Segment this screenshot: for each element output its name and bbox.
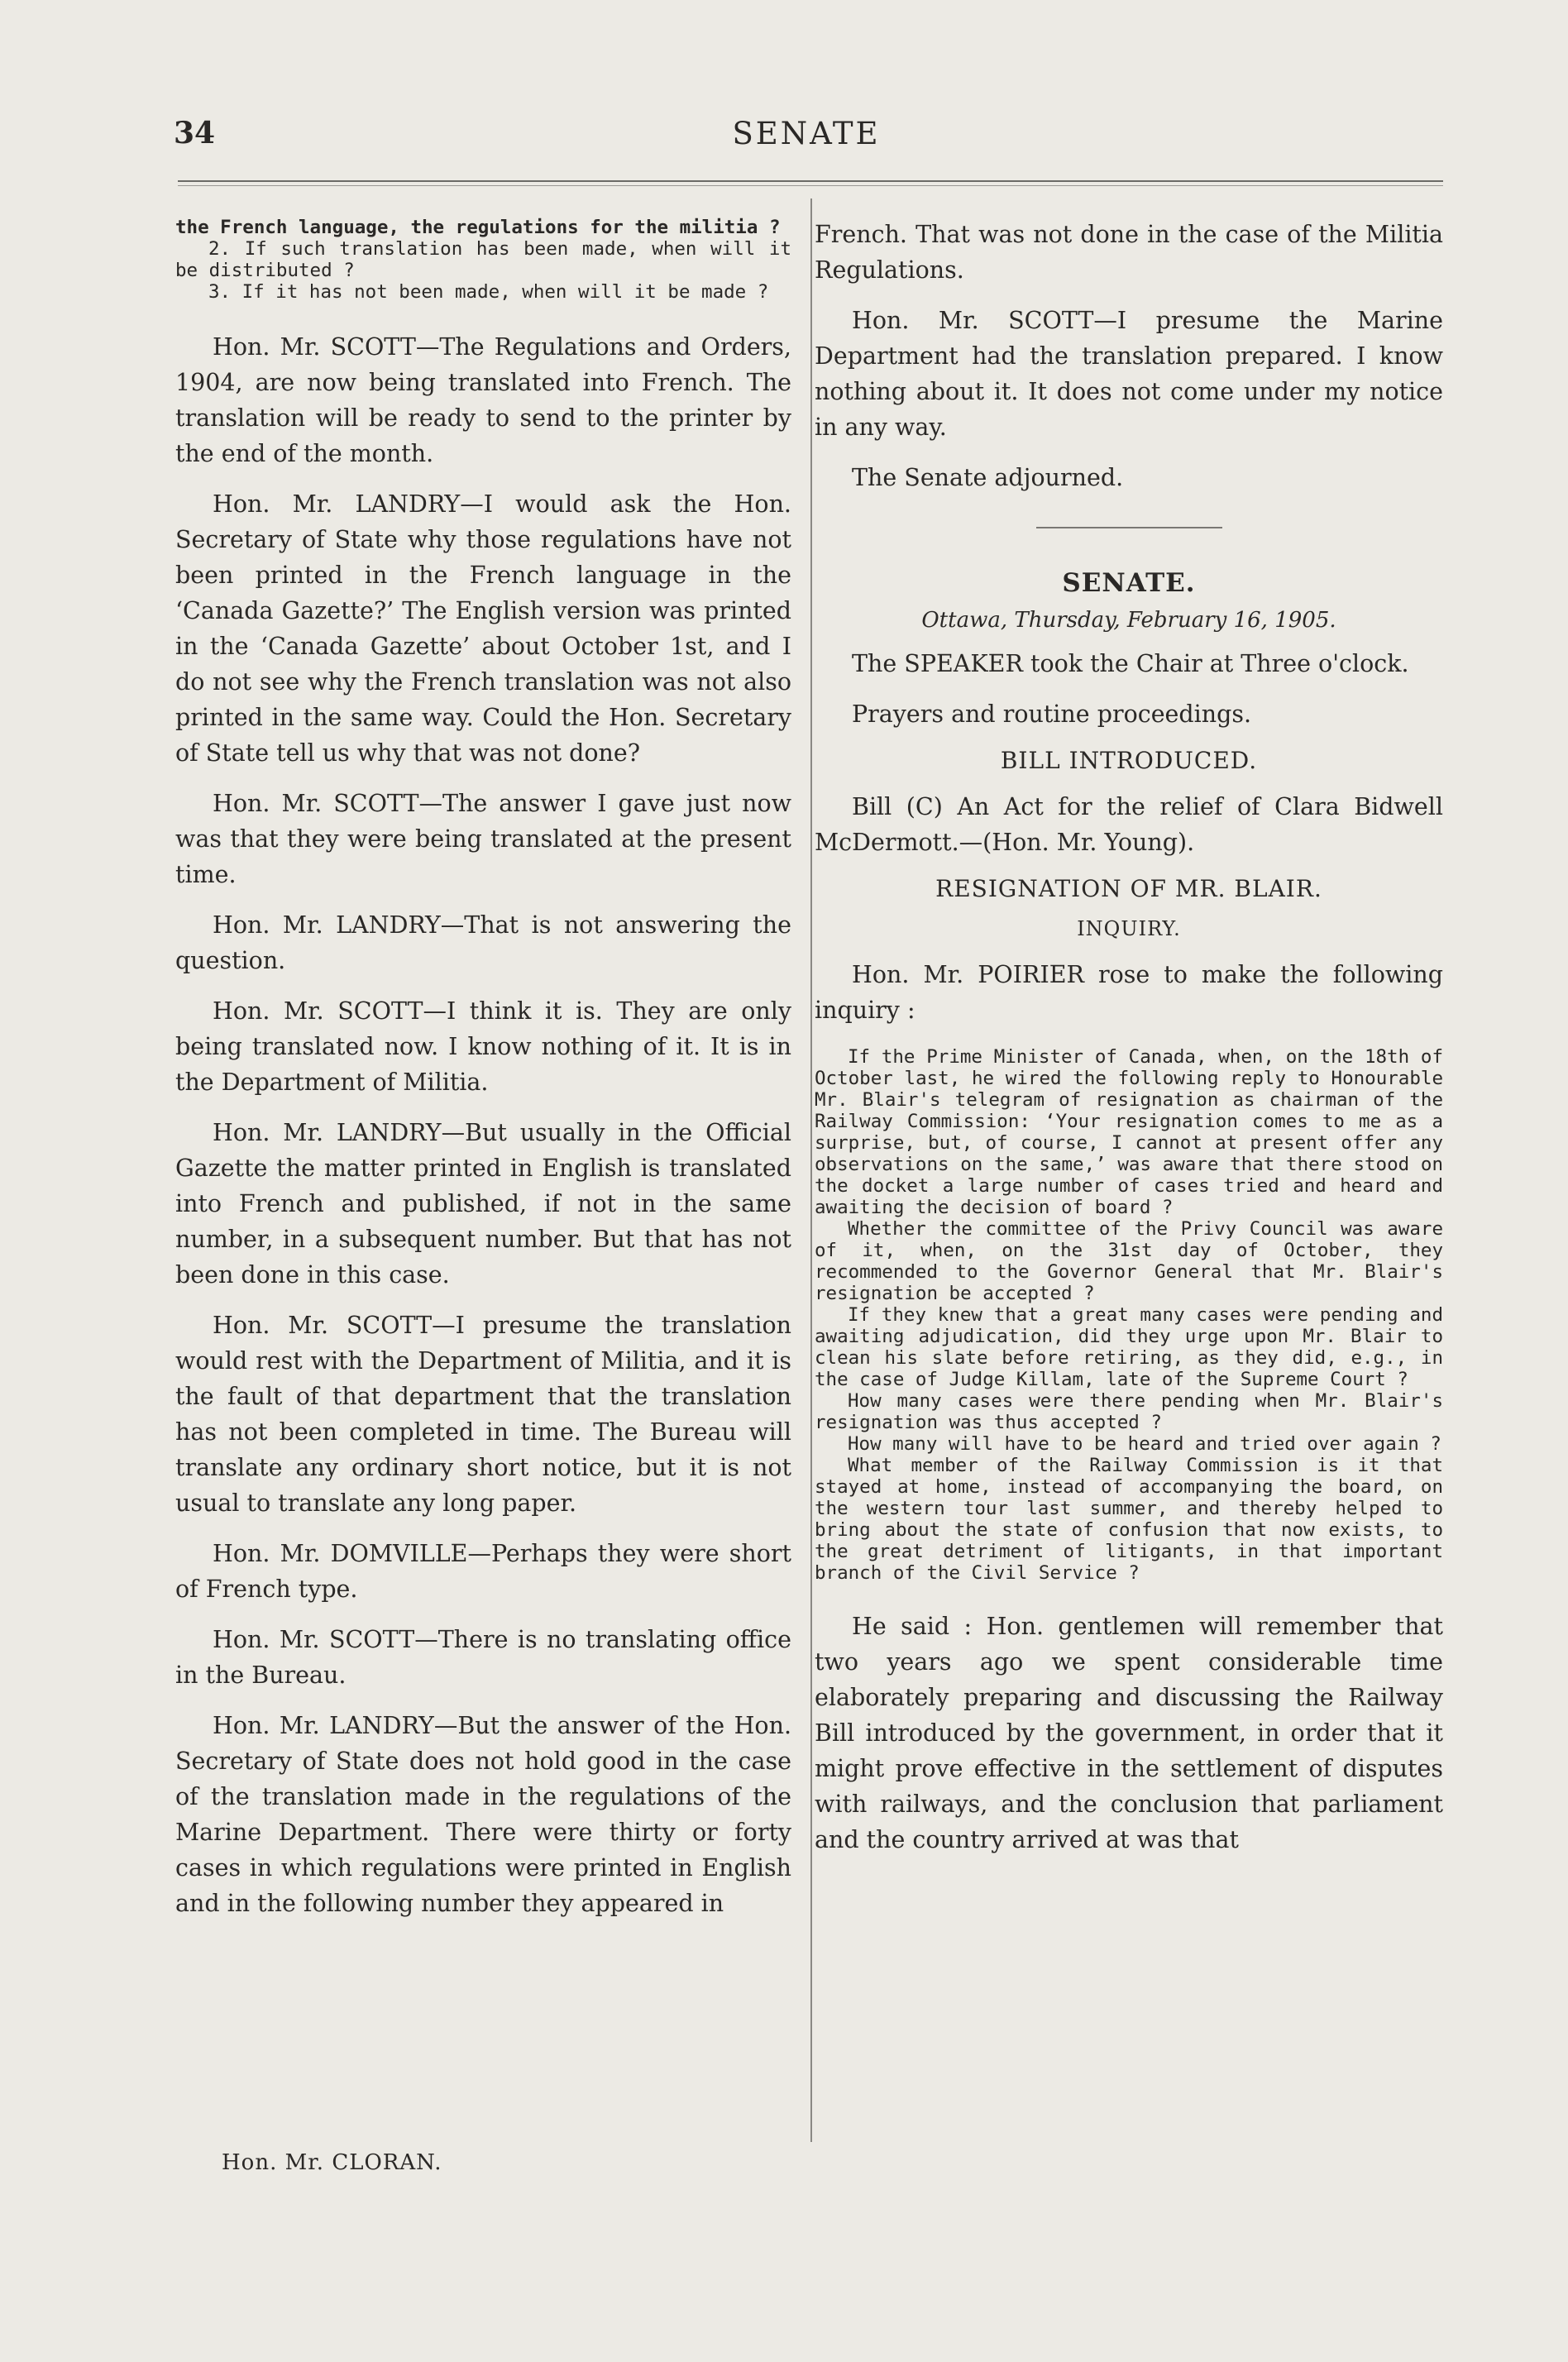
- running-title: SENATE: [732, 116, 881, 151]
- inquiry-item: If the Prime Minister of Canada, when, on the 18th of October last, he wired the following reply to Honourable Mr. Blair's telegram of resignation as chairman of the Railway Commission: ‘Your resignation comes to me as a surprise, but, of course, I cannot at present offer any observations on the same,’ was aware that there stood on the docket a large number of cases tried and heard and awaiting the decision of board ?: [815, 1046, 1443, 1218]
- dateline: Ottawa, Thursday, February 16, 1905.: [921, 608, 1336, 633]
- section-heading-senate: SENATE.: [1062, 568, 1196, 598]
- question-continuation: [175, 217, 791, 303]
- question-line: the French language, the regulations for the militia ?: [175, 217, 781, 238]
- speech-paragraph: Hon. Mr. DOMVILLE—Perhaps they were short of French type.: [175, 1540, 791, 1603]
- inquiry-item: If they knew that a great many cases were pending and awaiting adjudication, did they urge upon Mr. Blair to clean his slate before retiring, as they did, e.g., in the case of Judge Killam, late of the Supreme Court ?: [815, 1304, 1443, 1390]
- speech-paragraph: Hon. Mr. LANDRY—I would ask the Hon. Secretary of State why those regulations have not been printed in the French language in the ‘Canada Gazette?’ The English version was printed in the ‘Canada Gazette’ about October 1st, and I do not see why the French translation was not also printed in the same way. Could the Hon. Secretary of State tell us why that was not done?: [175, 490, 791, 767]
- bill-introduced-heading: BILL INTRODUCED.: [1000, 747, 1258, 774]
- speech-paragraph: Hon. Mr. LANDRY—But the answer of the Hon. Secretary of State does not hold good in the case of the translation made in the regulations of the Marine Department. There were thirty or forty cases in which regulations were printed in English and in the following number they appeared in: [175, 1712, 791, 1917]
- poirier-paragraph: Hon. Mr. POIRIER rose to make the following inquiry :: [815, 961, 1443, 1024]
- page-header: [174, 116, 1439, 165]
- speech-paragraph: Hon. Mr. LANDRY—But usually in the Official Gazette the matter printed in English is translated into French and published, if not in the same number, in a subsequent number. But that has not been done in this case.: [175, 1119, 791, 1289]
- section-rule: [1036, 527, 1222, 528]
- resignation-heading: RESIGNATION OF MR. BLAIR.: [935, 875, 1322, 902]
- speaker-paragraph: The SPEAKER took the Chair at Three o'clock.: [852, 650, 1409, 677]
- left-column: [175, 217, 791, 1936]
- speech-paragraph: He said : Hon. gentlemen will remember that two years ago we spent considerable time elaborately preparing and discussing the Railway Bill introduced by the government, in order that it might prove effective in the settlement of disputes with railways, and the conclusion that parliament and the country arrived at was that: [815, 1613, 1443, 1853]
- inquiry-heading: INQUIRY.: [1077, 917, 1181, 940]
- speech-paragraph: Hon. Mr. SCOTT—The Regulations and Orders, 1904, are now being translated into French. The translation will be ready to send to the printer by the end of the month.: [175, 333, 791, 467]
- question-line: 2. If such translation has been made, when will it be distributed ?: [175, 238, 791, 281]
- question-line: 3. If it has not been made, when will it be made ?: [208, 281, 769, 303]
- right-column: [815, 217, 1443, 1872]
- inquiry-item: How many will have to be heard and tried over again ?: [848, 1433, 1441, 1455]
- speech-paragraph: Hon. Mr. SCOTT—There is no translating office in the Bureau.: [175, 1626, 791, 1689]
- inquiry-block: [815, 1046, 1443, 1584]
- speech-paragraph: The Senate adjourned.: [852, 464, 1124, 491]
- footer-speaker-name: Hon. Mr. CLORAN.: [222, 2150, 442, 2175]
- speech-paragraph: Hon. Mr. LANDRY—That is not answering the question.: [175, 911, 791, 974]
- inquiry-item: What member of the Railway Commission is it that stayed at home, instead of accompanying the board, on the western tour last summer, and thereby helped to bring about the state of confusion that now exists, to the great detriment of litigants, in that important branch of the Civil Service ?: [815, 1455, 1443, 1584]
- header-rule: [178, 180, 1443, 186]
- speech-paragraph: Hon. Mr. SCOTT—I presume the translation would rest with the Department of Militia, and it is the fault of that department that the translation has not been completed in time. The Bureau will translate any ordinary short notice, but it is not usual to translate any long paper.: [175, 1312, 791, 1517]
- prayers-paragraph: Prayers and routine proceedings.: [852, 700, 1252, 728]
- speech-paragraph: Hon. Mr. SCOTT—The answer I gave just now was that they were being translated at the present time.: [175, 790, 791, 888]
- column-divider: [810, 198, 812, 2142]
- speech-paragraph: Hon. Mr. SCOTT—I think it is. They are only being translated now. I know nothing of it. It is in the Department of Militia.: [175, 997, 791, 1096]
- speech-paragraph: French. That was not done in the case of the Militia Regulations.: [815, 221, 1443, 284]
- inquiry-item: How many cases were there pending when Mr. Blair's resignation was thus accepted ?: [815, 1390, 1443, 1433]
- inquiry-item: Whether the committee of the Privy Council was aware of it, when, on the 31st day of October, they recommended to the Governor General that Mr. Blair's resignation be accepted ?: [815, 1218, 1443, 1304]
- speech-paragraph: Hon. Mr. SCOTT—I presume the Marine Department had the translation prepared. I know nothing about it. It does not come under my notice in any way.: [815, 307, 1443, 441]
- page-number: 34: [174, 116, 216, 151]
- bill-paragraph: Bill (C) An Act for the relief of Clara Bidwell McDermott.—(Hon. Mr. Young).: [815, 793, 1443, 856]
